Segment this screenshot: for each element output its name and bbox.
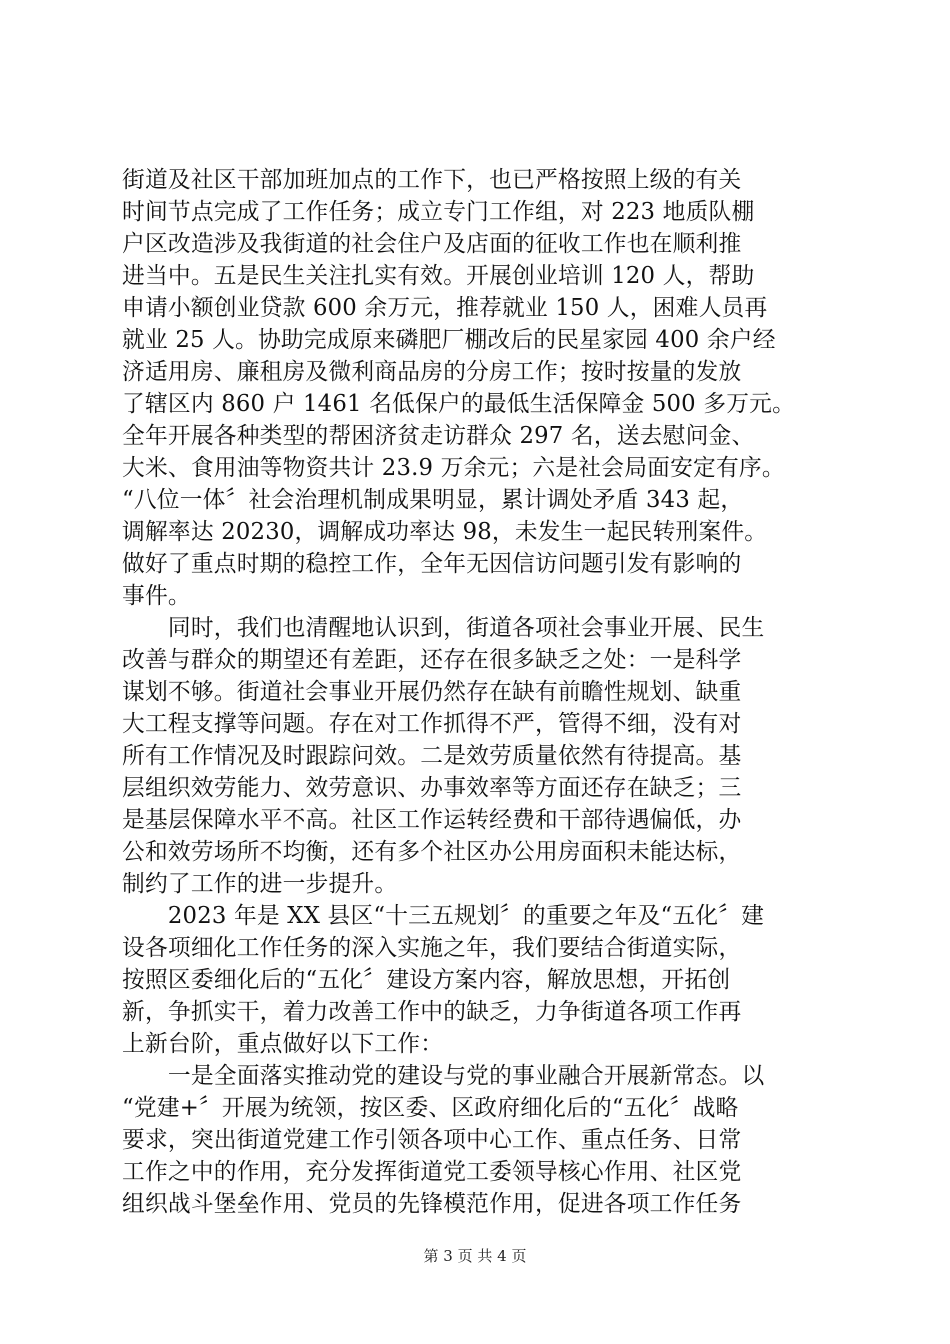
body-text-line: 了辖区内 860 户 1461 名低保户的最低生活保障金 500 多万元。: [122, 391, 796, 417]
body-text-line: 街道及社区干部加班加点的工作下，也已严格按照上级的有关: [122, 167, 742, 193]
body-text-line: 组织战斗堡垒作用、党员的先锋模范作用，促进各项工作任务: [122, 1191, 742, 1217]
body-text-line: 做好了重点时期的稳控工作，全年无因信访问题引发有影响的: [122, 551, 742, 577]
body-text-line: 所有工作情况及时跟踪问效。二是效劳质量依然有待提高。基: [122, 743, 742, 769]
body-text-line: 2023 年是 XX 县区“十三五规划〞的重要之年及“五化〞建: [122, 903, 765, 929]
body-text-line: “八位一体〞社会治理机制成果明显，累计调处矛盾 343 起，: [122, 487, 744, 513]
body-text-line: 公和效劳场所不均衡，还有多个社区办公用房面积未能达标，: [122, 839, 742, 865]
body-text-line: 进当中。五是民生关注扎实有效。开展创业培训 120 人，帮助: [122, 263, 755, 289]
document-body: [122, 164, 842, 1220]
body-text-line: 要求，突出街道党建工作引领各项中心工作、重点任务、日常: [122, 1127, 742, 1153]
body-text-line: 设各项细化工作任务的深入实施之年，我们要结合街道实际，: [122, 935, 742, 961]
body-text-line: 事件。: [122, 583, 191, 609]
body-text-line: 是基层保障水平不高。社区工作运转经费和干部待遇偏低，办: [122, 807, 742, 833]
body-text-line: 时间节点完成了工作任务；成立专门工作组，对 223 地质队棚: [122, 199, 755, 225]
body-text-line: 大米、食用油等物资共计 23.9 万余元；六是社会局面安定有序。: [122, 455, 785, 481]
body-text-line: 谋划不够。街道社会事业开展仍然存在缺有前瞻性规划、缺重: [122, 679, 742, 705]
body-text-line: 户区改造涉及我街道的社会住户及店面的征收工作也在顺利推: [122, 231, 742, 257]
body-text-line: 济适用房、廉租房及微利商品房的分房工作；按时按量的发放: [122, 359, 742, 385]
page-footer: 第 3 页 共 4 页: [423, 1247, 527, 1265]
body-text-line: 改善与群众的期望还有差距，还存在很多缺乏之处：一是科学: [122, 647, 742, 673]
body-text-line: 一是全面落实推动党的建设与党的事业融合开展新常态。以: [122, 1063, 765, 1089]
body-text-line: 按照区委细化后的“五化〞建设方案内容，解放思想，开拓创: [122, 967, 731, 993]
body-text-line: 同时，我们也清醒地认识到，街道各项社会事业开展、民生: [122, 615, 765, 641]
body-text-line: 就业 25 人。协助完成原来磷肥厂棚改后的民星家园 400 余户经: [122, 327, 776, 353]
body-text-line: 申请小额创业贷款 600 余万元，推荐就业 150 人，困难人员再: [122, 295, 768, 321]
body-text-line: 制约了工作的进一步提升。: [122, 871, 398, 897]
body-text-line: 大工程支撑等问题。存在对工作抓得不严，管得不细，没有对: [122, 711, 742, 737]
body-text-line: 全年开展各种类型的帮困济贫走访群众 297 名，送去慰问金、: [122, 423, 755, 449]
body-text-line: 调解率达 20230，调解成功率达 98，未发生一起民转刑案件。: [122, 519, 768, 545]
body-text-line: 层组织效劳能力、效劳意识、办事效率等方面还存在缺乏；三: [122, 775, 742, 801]
body-text-line: 上新台阶，重点做好以下工作：: [122, 1031, 444, 1057]
body-text-line: 工作之中的作用，充分发挥街道党工委领导核心作用、社区党: [122, 1159, 742, 1185]
body-text-line: “党建+〞开展为统领，按区委、区政府细化后的“五化〞战略: [122, 1095, 739, 1121]
body-text-line: 新，争抓实干，着力改善工作中的缺乏，力争街道各项工作再: [122, 999, 742, 1025]
